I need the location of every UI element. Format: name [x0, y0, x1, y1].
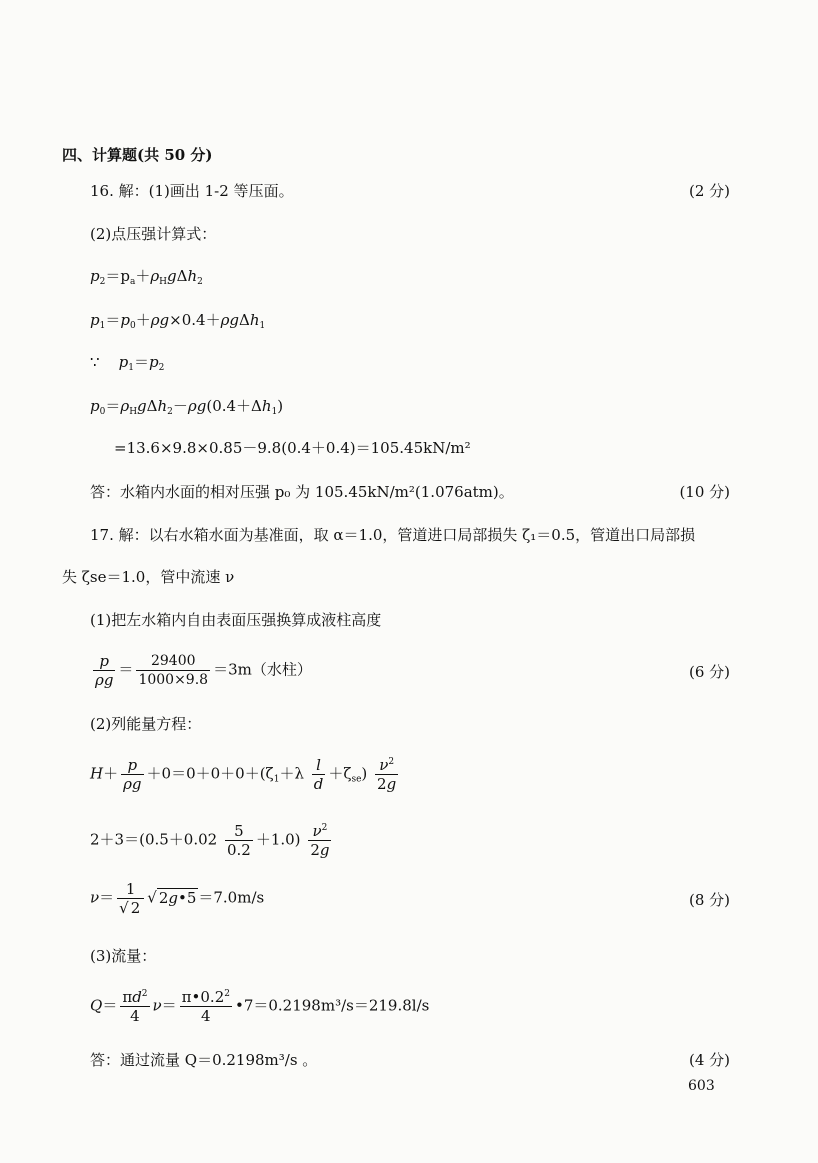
q17-step1-numerator: 29400	[136, 652, 210, 671]
q17-intro2: 失 ζse＝1.0，管中流速 ν	[62, 568, 235, 586]
q17-formula-head: $\frac{p}{\rho g}$ ＝ $\frac{29400}{1000\times 9.8}$ ＝3m（水柱）	[95, 652, 312, 689]
q17-step2: (2)列能量方程：	[90, 715, 202, 733]
page-number: 603	[688, 1078, 715, 1094]
q17-step1-denominator: 1000×9.8	[138, 672, 209, 688]
q17-score-answer: (4 分)	[688, 1051, 730, 1069]
q17-velocity: ν＝ $\frac{1}{√ 2}$ √ 2g•5 ＝7.0m/s	[90, 880, 265, 917]
q16-line1: 16. 解：(1)画出 1-2 等压面。	[90, 182, 294, 200]
q17-intro1: 17. 解：以右水箱水面为基准面，取 α＝1.0，管道进口局部损失 ζ₁＝0.5，管道出口局部损	[90, 526, 696, 544]
q17-flow: Q＝ $\frac{\pi d^2}{4}$ ν＝ $\frac{\pi•0.2^2}{4}$ •7＝0.2198m³/s＝219.8l/s	[90, 988, 430, 1025]
q17-step1: (1)把左水箱内自由表面压强换算成液柱高度	[90, 611, 382, 629]
q17-score2: (8 分)	[688, 891, 730, 909]
q16-score1: (2 分)	[688, 182, 730, 200]
q16-line2: (2)点压强计算式：	[90, 225, 217, 243]
q17-step1-result: ＝3m（水柱）	[213, 660, 312, 679]
q17-flow-result: •7＝0.2198m³/s＝219.8l/s	[234, 996, 430, 1015]
q16-answer: 答：水箱内水面的相对压强 p₀ 为 105.45kN/m²(1.076atm)。	[90, 483, 514, 501]
q17-step3: (3)流量：	[90, 947, 157, 965]
q17-energy-numeric: 2＋3＝(0.5＋0.02 $\frac{5}{0.2}$ ＋1.0) $\frac{\nu^2}{2g}$	[90, 822, 330, 859]
q16-formula-result: =13.6×9.8×0.85－9.8(0.4＋0.4)＝105.45kN/m²	[114, 439, 471, 457]
q16-score-answer: (10 分)	[679, 483, 730, 501]
section-title: 四、计算题(共 50 分)	[62, 146, 213, 164]
q17-score1: (6 分)	[688, 663, 730, 681]
q17-answer: 答：通过流量 Q＝0.2198m³/s 。	[90, 1051, 318, 1069]
q17-energy-equation: H＋ $\frac{p}{\rho g}$ $+0=0+0+0+(\zeta_1+\lambda$ $\frac{l}{d}$ $+\zeta_{se}$) $\frac{\nu^2}{2g}$	[90, 756, 397, 793]
q17-velocity-result: ＝7.0m/s	[198, 888, 265, 907]
